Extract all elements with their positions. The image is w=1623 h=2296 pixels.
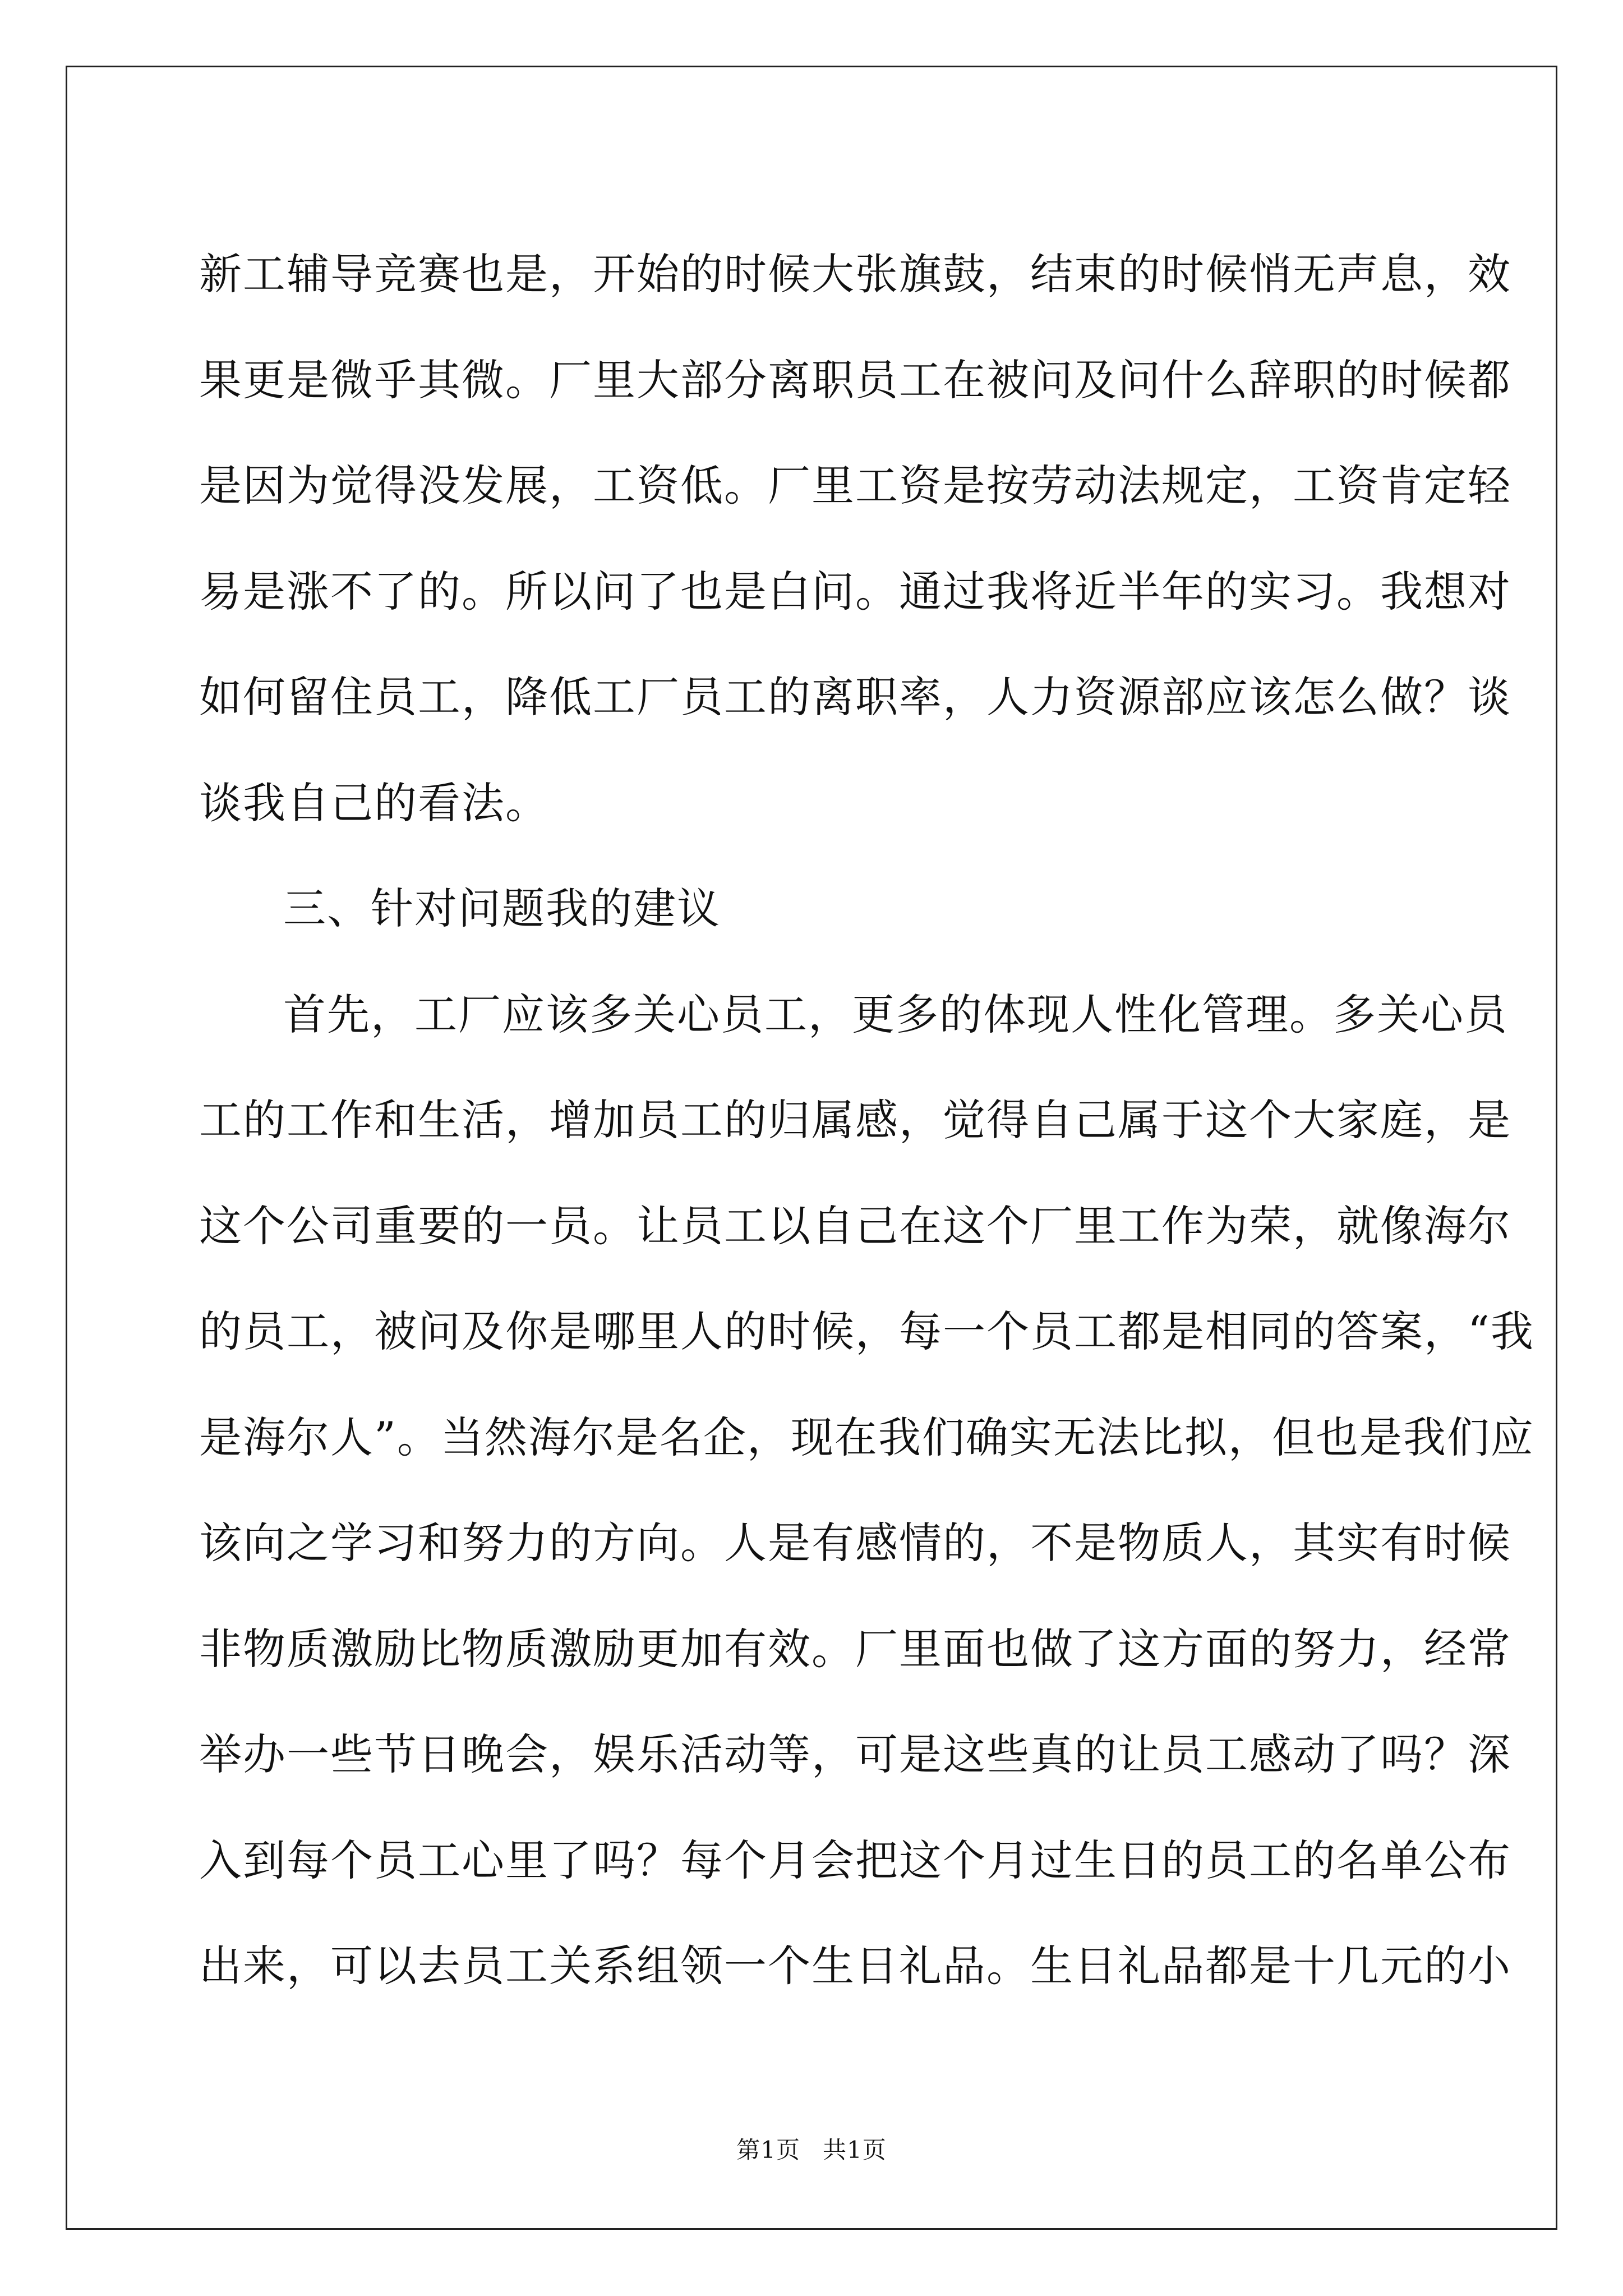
text-line: 入到每个员工心里了吗？每个月会把这个月过生日的员工的名单公布: [199, 1835, 1511, 1885]
text-line: 新工辅导竞赛也是，开始的时候大张旗鼓，结束的时候悄无声息，效: [199, 249, 1511, 299]
text-line: 易是涨不了的。所以问了也是白问。通过我将近半年的实习。我想对: [199, 566, 1511, 616]
text-line: 举办一些节日晚会，娱乐活动等，可是这些真的让员工感动了吗？深: [199, 1729, 1511, 1779]
text-line: 首先，工厂应该多关心员工，更多的体现人性化管理。多关心员: [283, 989, 1508, 1039]
text-line: 该向之学习和努力的方向。人是有感情的，不是物质人，其实有时候: [199, 1518, 1511, 1568]
text-line: 非物质激励比物质激励更加有效。厂里面也做了这方面的努力，经常: [199, 1623, 1511, 1674]
page-footer: [0, 2132, 1623, 2165]
page-total: 共1页: [823, 2136, 887, 2164]
text-line: 这个公司重要的一员。让员工以自己在这个厂里工作为荣，就像海尔: [199, 1200, 1511, 1251]
text-line: 是海尔人”。当然海尔是名企，现在我们确实无法比拟，但也是我们应: [199, 1412, 1534, 1462]
text-line: 的员工，被问及你是哪里人的时候，每一个员工都是相同的答案，“我: [199, 1306, 1534, 1356]
text-line: 是因为觉得没发展，工资低。厂里工资是按劳动法规定，工资肯定轻: [199, 461, 1511, 510]
text-line: 出来，可以去员工关系组领一个生日礼品。生日礼品都是十几元的小: [199, 1941, 1511, 1991]
text-line: 谈我自己的看法。: [199, 777, 549, 828]
document-body: [199, 222, 1534, 2019]
text-line: 三、针对问题我的建议: [283, 884, 721, 933]
text-line: 果更是微乎其微。厂里大部分离职员工在被问及问什么辞职的时候都: [199, 355, 1511, 405]
text-line: 如何留住员工，降低工厂员工的离职率，人力资源部应该怎么做？谈: [199, 672, 1511, 722]
text-line: 工的工作和生活，增加员工的归属感，觉得自己属于这个大家庭，是: [199, 1095, 1511, 1145]
page-number: 第1页: [736, 2136, 800, 2164]
